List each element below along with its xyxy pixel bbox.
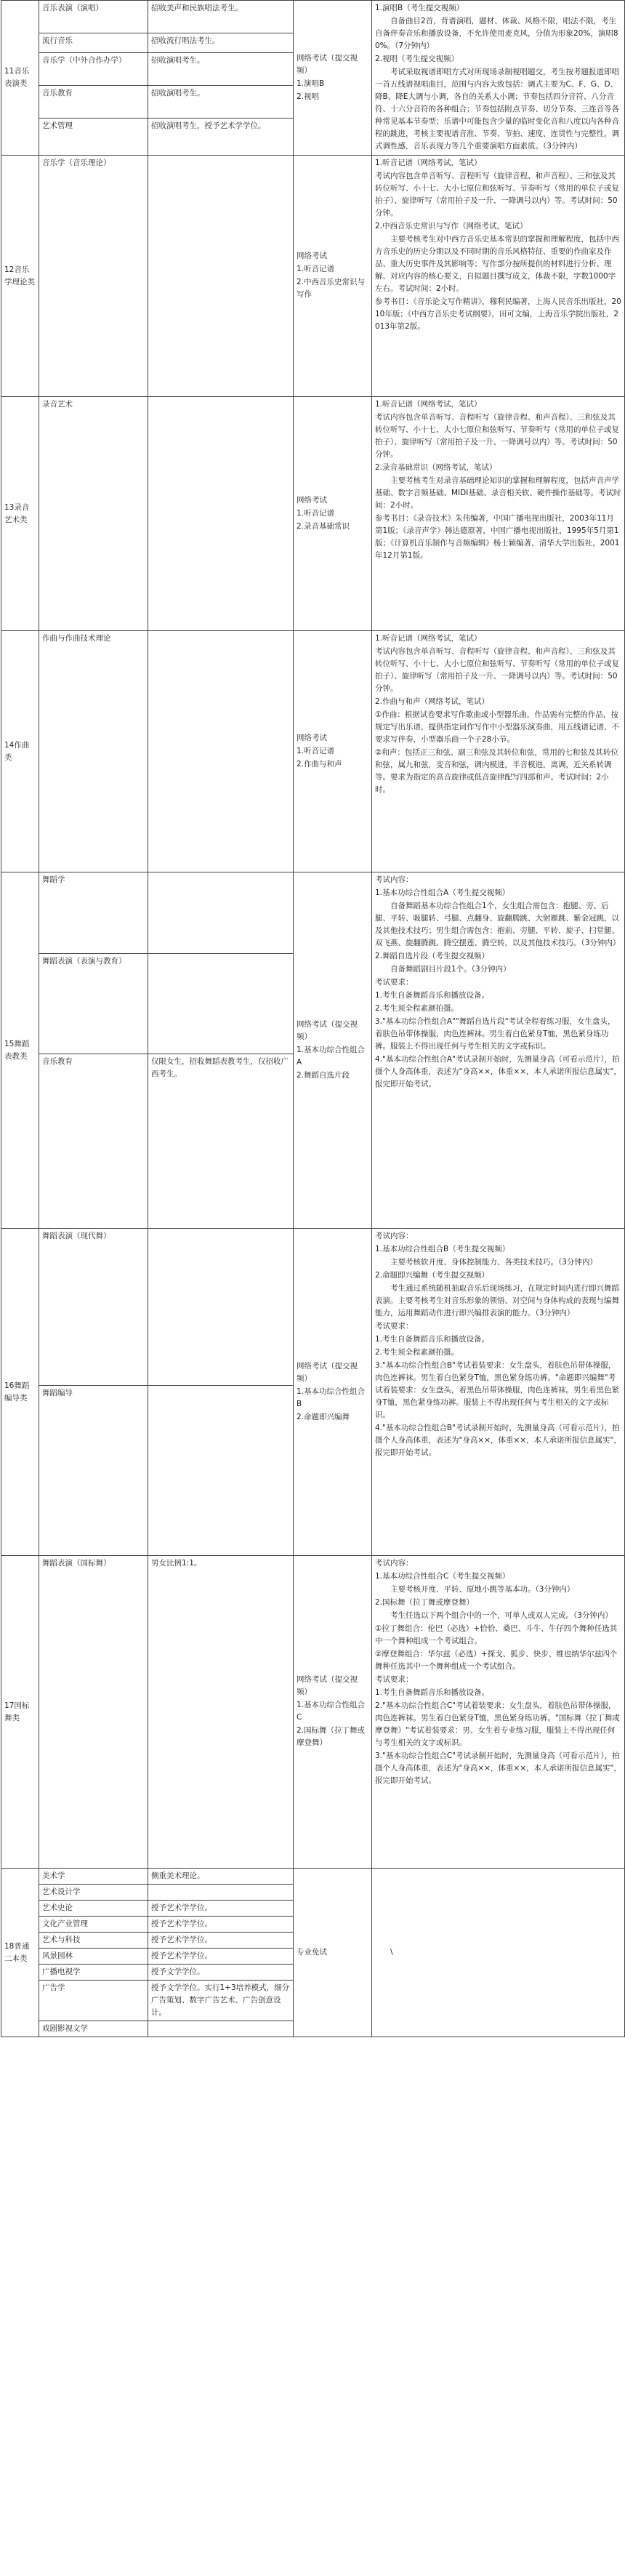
major-name: 美术学	[39, 1869, 148, 1885]
exam-mode	[294, 1869, 372, 2037]
major-note: 授予艺术学学位。	[148, 1901, 294, 1917]
exam-mode-line: 网络考试（提交视频）	[297, 1019, 358, 1041]
exam-content-line: 1.听音记谱（网络考试，笔试）	[375, 400, 482, 409]
exam-mode-line: 2.录音基础常识	[297, 521, 350, 531]
major-note	[148, 1386, 294, 1556]
table-row	[1, 397, 625, 631]
exam-mode-line: 网络考试	[297, 495, 327, 505]
exam-content-line: 2.命题即兴编舞（考生提交视频）	[375, 1271, 490, 1280]
exam-mode-line: 2.命题即兴编舞	[297, 1412, 350, 1421]
major-name: 音乐教育	[39, 86, 148, 119]
exam-content-line: 考试要求：	[375, 1322, 414, 1331]
major-note: 授予艺术学学位。	[148, 1917, 294, 1933]
major-note: 招收演唱考生。	[148, 53, 294, 86]
major-note: 授予文学学位。实行1+3培养模式，细分广告策划、数字广告艺术、广告创意设计。	[148, 1981, 294, 2021]
major-note: 仅限女生，招收舞蹈表教考生，仅招收广西考生。	[148, 1054, 294, 1229]
major-note	[148, 1885, 294, 1901]
exam-content	[372, 397, 625, 631]
exam-content-line: 主要考核开度、平转、原地小跳等基本功。（3分钟内）	[390, 1585, 575, 1594]
major-name: 音乐表演（演唱）	[39, 1, 148, 33]
major-name: 戏剧影视文学	[39, 2021, 148, 2037]
exam-mode-line: 1.听音记谱	[297, 265, 335, 273]
exam-content-line: 3."基本功综合性组合B"考试着装要求：女生盘头，着肤色吊带体操服，肉色连裤袜。男生着白色紧身T恤，黑色紧身练功裤。"命题即兴编舞"考试着装要求：女生盘头，着黑色吊带体操服，肉色连裤袜。男生着黑色紧身T恤，黑色紧身练功裤。服装上不得出现任何与考生相关的文字或标识。	[375, 1361, 619, 1419]
admission-table	[1, 0, 625, 2037]
exam-content-line: ①作曲：根据试卷要求写作歌曲或小型器乐曲，作品需有完整的作品，按规定写出乐谱，提供指定词作写作中小型器乐演奏曲，用五线谱记谱，不要求写伴奏，小型器乐曲一个子28小节。	[375, 710, 619, 744]
major-note: 侧重美术理论。	[148, 1869, 294, 1885]
exam-content-line: 自备舞蹈基本功综合性组合1个，女生组合需包含：抱腿、旁、后腿、平转、吸腿转、弓腿、点翻身、旋翻腾跳、大射雁跳、紫金冠跳，以及其他技术技巧；男生组合需包含：抱前、旁腿、平转、旋子、扫堂腿、双飞燕、旋翻腾跳、腾空摆莲、腾空转，以及其他技术技巧。（3分钟内）	[375, 902, 621, 947]
exam-mode	[294, 1556, 372, 1869]
exam-content-line: 2.视唱（考生提交视频）	[375, 55, 459, 63]
exam-content-line: 考试内容包含单音听写、音程听写（旋律音程、和声音程）、三和弦及其转位听写、小十七、大小七原位和弦听写、节奏听写（常用的单位子或复拍子）、旋律听写（常用拍子及一升、一降调号以内）等。考试时间：50分钟。	[375, 647, 619, 693]
exam-content-line: 4."基本功综合性组合A"考试录制开始时，先测量身高（可看示范片），拍摄个人身高体重，表述为"身高××，体重××，本人承诺所报信息属实"，报完即开始考试。	[375, 1055, 621, 1088]
major-note: 招收美声和民族唱法考生。	[148, 1, 294, 33]
major-name: 作曲与作曲技术理论	[39, 631, 148, 872]
exam-mode-line: 2.国标舞（拉丁舞或摩登舞）	[297, 1726, 366, 1747]
major-note	[148, 872, 294, 954]
category-title: 18普通二本类	[1, 1869, 39, 2037]
major-note	[148, 156, 294, 397]
table-row	[1, 1229, 625, 1386]
exam-content-line: 1.考生自备舞蹈音乐和播放设备。	[375, 1335, 490, 1344]
exam-content-line: 2.考生须全程素颜拍摄。	[375, 1348, 459, 1357]
exam-content-line: 自备曲目2首，背谱演唱，题材、体裁、风格不限，唱法不限，考生自备伴奏音乐和播放设备，不允许使用麦克风，分值为形象20%，演唱80%。（7分钟内）	[375, 17, 618, 50]
table-row	[1, 1556, 625, 1869]
exam-content-line: 主要考核考生对中西方音乐史基本常识的掌握和理解程度，包括中西方音乐史的历史分期以及不同时期的音乐风格特征、重要的作曲家及作品、重大历史事件及其影响等；写作部分按所提供的材料进行分析、理解、对应内容的核心要义，自拟题目撰写成文，体裁不限，字数1000字左右。考试时间：2小时。	[375, 235, 619, 293]
exam-mode	[294, 631, 372, 872]
category-title: 15舞蹈表教类	[1, 872, 39, 1229]
major-name: 文化产业管理	[39, 1917, 148, 1933]
exam-mode-line: 专业免试	[297, 1947, 327, 1957]
exam-content-line: 考生任选以下两个组合中的一个，可单人或双人完成。（3分钟内）	[390, 1611, 613, 1620]
category-title: 17国标舞类	[1, 1556, 39, 1869]
exam-content-line: 2.录音基础常识（网络考试，笔试）	[375, 463, 497, 472]
category-title: 11音乐表演类	[1, 1, 39, 156]
major-note: 男女比例1:1。	[148, 1556, 294, 1869]
table-row	[1, 631, 625, 872]
exam-content-line: 3."基本功综合性组合C"考试录制开始时，先测量身高（可看示范片），拍摄个人身高体重，表述为"身高××，体重××，本人承诺所报信息属实"，报完即开始考试。	[375, 1752, 621, 1785]
exam-content-line: 1.基本功综合性组合A（考生提交视频）	[375, 888, 510, 897]
exam-mode-line: 2.舞蹈自选片段	[297, 1070, 350, 1080]
major-note: 招收演唱考生。	[148, 86, 294, 119]
exam-content	[372, 156, 625, 397]
major-name: 流行音乐	[39, 33, 148, 53]
exam-content-line: 2."基本功综合性组合C"考试着装要求：女生盘头，着肤色吊带体操服，肉色连裤袜。男生着白色紧身T恤，黑色紧身练功裤。"国标舞（拉丁舞或摩登舞）"考试着装要求：男、女生着专业练习服，服装上不得出现任何与考生相关的文字或标识。	[375, 1701, 620, 1747]
exam-content-line: 参考书目：《录音技术》朱伟编著，中国广播电视出版社，2003年11月第1版；《录音声学》韩达德原著，中国广播电视出版社，1995年5月第1版；《计算机音乐制作与音频编辑》杨士颖编著，清华大学出版社，2001年12月第1版。	[375, 514, 620, 560]
table-row	[1, 1, 625, 33]
exam-content-line: 考试内容：	[375, 875, 414, 884]
exam-content-line: 2.考生须全程素颜拍摄。	[375, 1004, 459, 1013]
major-note: 授予艺术学学位。	[148, 1949, 294, 1965]
exam-content-line: ②和声：包括正三和弦、副三和弦及其转位和弦，常用的七和弦及其转位和弦，属九和弦，变音和弦，调内模进，半音模进，离调，近关系转调等。要求为指定的高音旋律或低音旋律配写四部和声。考试时间：2小时。	[375, 748, 618, 794]
major-note	[148, 2021, 294, 2037]
major-note	[148, 631, 294, 872]
major-name: 录音艺术	[39, 397, 148, 631]
major-name: 艺术管理	[39, 118, 148, 155]
exam-mode-line: 2.作曲与和声	[297, 759, 342, 769]
major-name: 音乐教育	[39, 1054, 148, 1229]
major-name: 艺术与科技	[39, 1933, 148, 1949]
exam-content-line: ②摩登舞组合：华尔兹（必选）+探戈、狐步、快步、维也纳华尔兹四个舞种任选其中一个舞种组成一个考试组合。	[375, 1650, 618, 1671]
exam-mode	[294, 156, 372, 397]
exam-content	[372, 1556, 625, 1869]
exam-content-line: 自备舞蹈剧目片段1个。（3分钟内）	[390, 965, 511, 974]
category-title: 16舞蹈编导类	[1, 1229, 39, 1556]
major-name: 舞蹈表演（现代舞）	[39, 1229, 148, 1386]
exam-content	[372, 1869, 625, 2037]
exam-content-line: 考试采取视谱即唱方式对所现场录制视唱题交，考生按考题报道即唱一首五线谱视唱曲目，范围与内容大致包括：调式主要为C、F、G、D、降B、降E大调与小调，各自的关系大小调；节奏包括四分音符、八分音符、十六分音符的各种组合；节奏包括附点节奏、切分节奏、三连音等各种常见基本节奏型；乐谱中可能包含少量的临时变化音和八度以内各种音程的跳进，考核主要视谱音准、节奏、节拍、速度、连贯性与完整性，调式调性感，音乐表现力等几个重要演唱方面素质。（3分钟内）	[375, 68, 619, 151]
exam-content-line: \	[390, 1947, 393, 1957]
major-name: 艺术史论	[39, 1901, 148, 1917]
exam-mode-line: 网络考试（提交视频）	[297, 1675, 358, 1696]
exam-content	[372, 1, 625, 156]
exam-content-line: 主要考核软开度、身体控制能力、各类技术技巧。（3分钟内）	[390, 1258, 597, 1267]
exam-mode-line: 1.听音记谱	[297, 508, 335, 518]
exam-mode-line: 1.基本功综合性组合C	[297, 1701, 366, 1722]
major-note: 招收演唱考生，授予艺术学学位。	[148, 118, 294, 155]
major-name: 广播电视学	[39, 1965, 148, 1981]
major-note	[148, 1229, 294, 1386]
table-row	[1, 1869, 625, 1885]
exam-mode	[294, 397, 372, 631]
exam-content-line: 考试内容包含单音听写、音程听写（旋律音程、和声音程）、三和弦及其转位听写、小十七、大小七原位和弦听写、节奏听写（常用的单位子或复拍子）、旋律听写（常用拍子及一升、一降调号以内）等。考试时间：50分钟。	[375, 172, 619, 217]
exam-content-line: 考试内容包含单音听写、音程听写（旋律音程、和声音程）、三和弦及其转位听写、小十七、大小七原位和弦听写、节奏听写（常用的单位子或复拍子）、旋律听写（常用拍子及一升、一降调号以内）等。考试时间：50分钟。	[375, 413, 619, 459]
major-note: 授予文学学位。	[148, 1965, 294, 1981]
exam-content-line: 2.中西音乐史常识与写作（网络考试，笔试）	[375, 222, 528, 230]
exam-content-line: 1.演唱B（考生提交视频）	[375, 4, 464, 12]
major-name: 音乐学（音乐理论）	[39, 156, 148, 397]
exam-mode-line: 2.视唱	[297, 92, 320, 101]
exam-content-line: 1.听音记谱（网络考试，笔试）	[375, 159, 482, 167]
major-name: 音乐学（中外合作办学）	[39, 53, 148, 86]
major-note	[148, 954, 294, 1054]
exam-content-line: 2.作曲与和声（网络考试，笔试）	[375, 697, 490, 706]
exam-mode-line: 1.听音记谱	[297, 746, 335, 755]
table-row	[1, 156, 625, 397]
exam-content-line: 2.舞蹈自选片段（考生提交视频）	[375, 952, 490, 960]
major-name: 舞蹈学	[39, 872, 148, 954]
exam-content-line: 1.基本功综合性组合B（考生提交视频）	[375, 1245, 510, 1253]
major-name: 舞蹈表演（表演与教育）	[39, 954, 148, 1054]
exam-mode-line: 网络考试	[297, 733, 327, 742]
major-name: 广告学	[39, 1981, 148, 2021]
exam-mode-line: 1.演唱B	[297, 79, 325, 88]
exam-content-line: 1.考生自备舞蹈音乐和播放设备。	[375, 1688, 490, 1697]
exam-content-line: 考试内容：	[375, 1559, 414, 1568]
table-row	[1, 872, 625, 954]
major-name: 风景园林	[39, 1949, 148, 1965]
exam-mode-line: 2.中西音乐史常识与写作	[297, 278, 366, 299]
exam-mode	[294, 1, 372, 156]
exam-content-line: 3."基本功综合性组合A""舞蹈自选片段"考试全程着练习服，女生盘头，着肤色吊带体操服，肉色连裤袜。男生着白色紧身T恤，黑色紧身练功裤。服装上不得出现任何与考生相关的文字或标识。	[375, 1017, 616, 1051]
exam-content	[372, 631, 625, 872]
exam-content	[372, 872, 625, 1229]
exam-content-line: ①拉丁舞组合：伦巴（必选）+恰恰、桑巴、斗牛、牛仔四个舞种任选其中一个舞种组成一个考试组合。	[375, 1624, 618, 1645]
exam-content-line: 1.基本功综合性组合C（考生提交视频）	[375, 1572, 510, 1581]
major-name: 舞蹈编导	[39, 1386, 148, 1556]
exam-content-line: 考试要求：	[375, 1675, 414, 1684]
major-note: 招收流行唱法考生。	[148, 33, 294, 53]
exam-content-line: 参考书目：《音乐论文写作精讲》，穆利民编著，上海人民音乐出版社，2010年版；《中西方音乐史考试纲要》，田可文编，上海音乐学院出版社，2013年第2版。	[375, 297, 621, 331]
exam-content-line: 考生通过系统随机抽取音乐后现场练习，在规定时间内进行即兴舞蹈表演。主要考核考生对音乐形象的领悟、对空间与身体构成的表现与编舞能力，运用舞蹈动作进行即兴编排表演的能力。（3分钟内）	[375, 1284, 619, 1317]
exam-mode	[294, 1229, 372, 1556]
major-name: 艺术设计学	[39, 1885, 148, 1901]
exam-mode	[294, 872, 372, 1229]
exam-mode-line: 网络考试	[297, 252, 327, 260]
category-title: 13录音艺术类	[1, 397, 39, 631]
exam-mode-line: 1.基本功综合性组合B	[297, 1387, 366, 1408]
exam-content-line: 1.考生自备舞蹈音乐和播放设备。	[375, 991, 490, 1000]
exam-mode-line: 网络考试（提交视频）	[297, 53, 358, 75]
exam-content-line: 4."基本功综合性组合B"考试录制开始时，先测量身高（可看示范片），拍摄个人身高体重，表述为"身高××，体重××，本人承诺所报信息属实"，报完即开始考试。	[375, 1424, 621, 1457]
exam-content-line: 考试内容：	[375, 1232, 414, 1240]
exam-content-line: 主要考核考生对录音基础理论知识的掌握和理解程度，包括声音声学基础、数字音频基础、MIDI基础、录音相关软、硬件操作基础等。考试时间：2小时。	[375, 476, 621, 510]
exam-content	[372, 1229, 625, 1556]
major-note: 授予艺术学学位。	[148, 1933, 294, 1949]
exam-content-line: 考试要求：	[375, 978, 414, 987]
major-name: 舞蹈表演（国标舞）	[39, 1556, 148, 1869]
exam-content-line: 2.国标舞（拉丁舞或摩登舞）	[375, 1598, 475, 1607]
major-note	[148, 397, 294, 631]
exam-mode-line: 网络考试（提交视频）	[297, 1361, 358, 1383]
exam-content-line: 1.听音记谱（网络考试，笔试）	[375, 634, 482, 643]
category-title: 12音乐学理论类	[1, 156, 39, 397]
category-title: 14作曲类	[1, 631, 39, 872]
exam-mode-line: 1.基本功综合性组合A	[297, 1045, 366, 1067]
